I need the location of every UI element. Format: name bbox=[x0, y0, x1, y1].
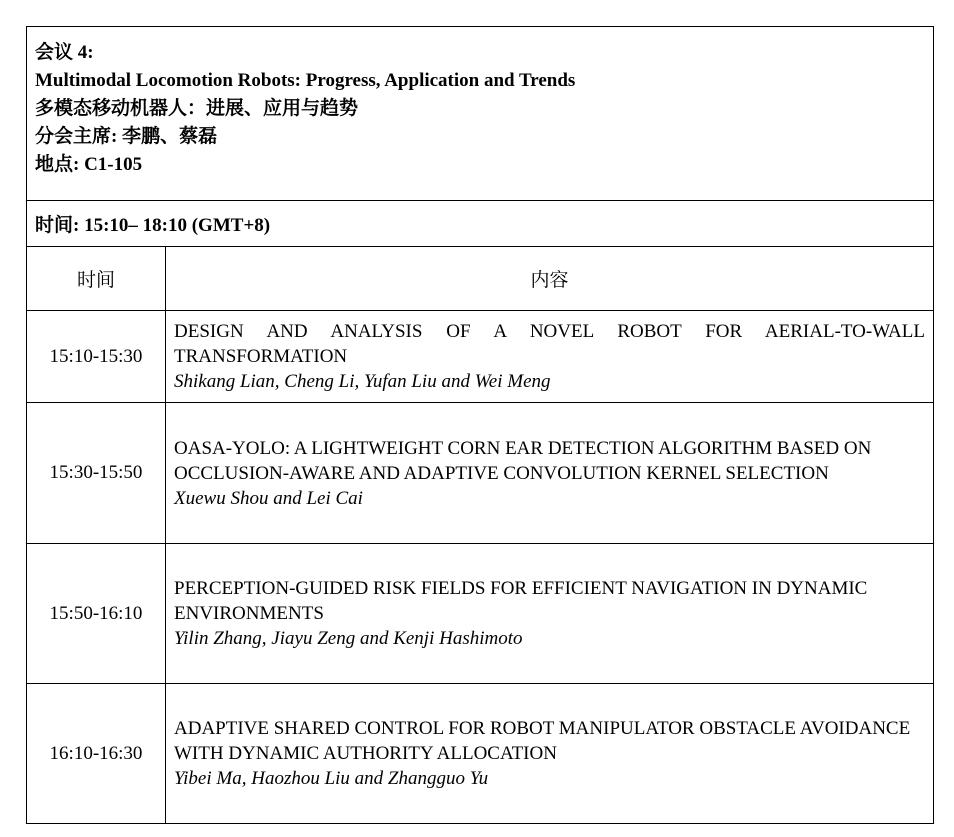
time-slot: 15:50-16:10 bbox=[27, 544, 166, 684]
time-slot: 16:10-16:30 bbox=[27, 684, 166, 824]
talk-content bbox=[166, 403, 934, 544]
column-header-content: 内容 bbox=[166, 247, 934, 311]
session-number: 会议 4: bbox=[35, 42, 94, 63]
time-slot: 15:30-15:50 bbox=[27, 403, 166, 544]
session-title-zh: 多模态移动机器人：进展、应用与趋势 bbox=[35, 98, 359, 119]
session-location: 地点: C1-105 bbox=[35, 154, 143, 175]
talk-content bbox=[166, 544, 934, 684]
table-row bbox=[27, 403, 934, 544]
table-row bbox=[27, 684, 934, 824]
paper-authors: Xuewu Shou and Lei Cai bbox=[174, 487, 363, 509]
time-slot: 15:10-15:30 bbox=[27, 311, 166, 403]
table-row bbox=[27, 311, 934, 403]
paper-authors: Yibei Ma, Haozhou Liu and Zhangguo Yu bbox=[174, 768, 489, 789]
paper-title: DESIGN AND ANALYSIS OF A NOVEL ROBOT FOR AERIAL-TO-WALL TRANSFORMATION bbox=[174, 321, 925, 367]
session-chairs: 分会主席: 李鹏、蔡磊 bbox=[35, 126, 218, 147]
session-time: 时间: 15:10– 18:10 (GMT+8) bbox=[27, 201, 934, 247]
session-header bbox=[27, 27, 934, 201]
table-row bbox=[27, 544, 934, 684]
talk-content bbox=[166, 311, 934, 403]
paper-title: OASA-YOLO: A LIGHTWEIGHT CORN EAR DETECTION ALGORITHM BASED ON OCCLUSION-AWARE AND ADAPTIVE CONVOLUTION KERNEL SELECTION bbox=[174, 437, 872, 484]
paper-authors: Yilin Zhang, Jiayu Zeng and Kenji Hashimoto bbox=[174, 628, 523, 649]
column-header-time: 时间 bbox=[27, 247, 166, 311]
session-title-en: Multimodal Locomotion Robots: Progress, Application and Trends bbox=[35, 70, 576, 91]
session-schedule-table bbox=[26, 26, 934, 824]
talk-content bbox=[166, 684, 934, 824]
paper-title: ADAPTIVE SHARED CONTROL FOR ROBOT MANIPULATOR OBSTACLE AVOIDANCE WITH DYNAMIC AUTHORITY ALLOCATION bbox=[174, 718, 911, 764]
paper-title: PERCEPTION-GUIDED RISK FIELDS FOR EFFICIENT NAVIGATION IN DYNAMIC ENVIRONMENTS bbox=[174, 578, 868, 624]
paper-authors: Shikang Lian, Cheng Li, Yufan Liu and Wei Meng bbox=[174, 371, 551, 392]
